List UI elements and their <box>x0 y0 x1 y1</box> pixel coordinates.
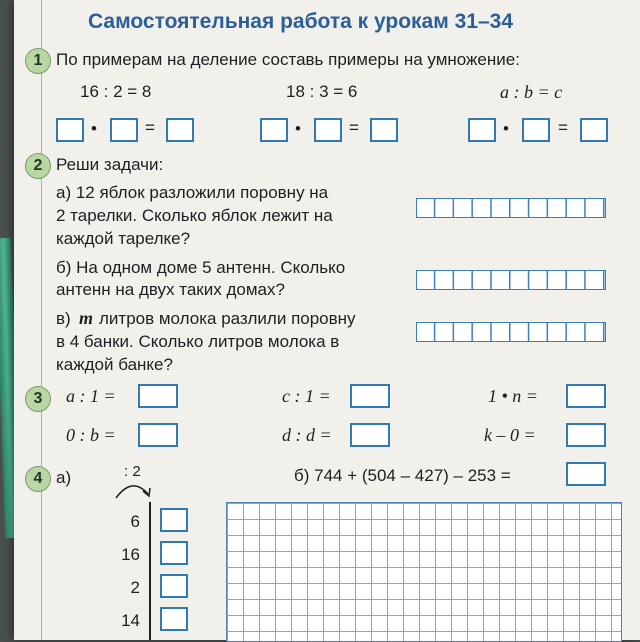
answer-box[interactable] <box>468 118 496 142</box>
task-1-number: 1 <box>25 48 51 74</box>
answer-box[interactable] <box>566 462 606 486</box>
problem-b-line-2: антенн на двух таких домах? <box>56 280 285 299</box>
workbook-page <box>14 0 640 640</box>
answer-box[interactable] <box>350 384 390 408</box>
task-2-prompt: Реши задачи: <box>56 155 164 174</box>
problem-c-line-1: литров молока разлили поровну <box>99 309 356 328</box>
column-value: 6 <box>130 512 140 531</box>
divider-line <box>149 502 151 640</box>
task-2-number: 2 <box>25 153 51 179</box>
answer-box[interactable] <box>160 508 188 532</box>
answer-strip-c[interactable] <box>416 322 606 342</box>
mult-sign: • <box>295 119 301 138</box>
task-4a-label: а) <box>56 468 72 487</box>
task-1-prompt: По примерам на деление составь примеры на умножение: <box>56 50 520 69</box>
mult-sign: • <box>503 119 509 138</box>
expr-0-div-b: 0 : b = <box>66 425 116 445</box>
answer-box[interactable] <box>566 423 606 447</box>
answer-box[interactable] <box>350 423 390 447</box>
problem-c-line-2: в 4 банки. Сколько литров молока в <box>56 332 340 351</box>
expr-k-minus-0: k – 0 = <box>484 425 536 445</box>
answer-box[interactable] <box>160 607 188 631</box>
problem-a-line-2: 2 тарелки. Сколько яблок лежит на <box>56 206 333 225</box>
problem-a-line-1: а) 12 яблок разложили поровну на <box>56 183 329 202</box>
answer-box[interactable] <box>110 118 138 142</box>
answer-box[interactable] <box>166 118 194 142</box>
answer-box[interactable] <box>370 118 398 142</box>
answer-box[interactable] <box>580 118 608 142</box>
grid-work-area[interactable] <box>226 502 622 642</box>
expr-d-div-d: d : d = <box>282 425 332 445</box>
problem-c-variable: m <box>79 308 94 328</box>
margin-line <box>41 0 42 640</box>
answer-box[interactable] <box>138 384 178 408</box>
answer-strip-a[interactable] <box>416 198 606 218</box>
eq-sign: = <box>145 118 155 137</box>
problem-b-line-1: б) На одном доме 5 антенн. Сколько <box>56 258 346 277</box>
expr-1-mult-n: 1 • n = <box>488 386 538 406</box>
eq-sign: = <box>349 118 359 137</box>
column-value: 14 <box>121 611 140 630</box>
task-4b-expression: б) 744 + (504 – 427) – 253 = <box>294 466 511 485</box>
answer-box[interactable] <box>160 574 188 598</box>
eq-sign: = <box>558 118 568 137</box>
answer-box[interactable] <box>160 541 188 565</box>
answer-box[interactable] <box>314 118 342 142</box>
example-3: a : b = c <box>500 82 563 102</box>
expr-a-div-1: a : 1 = <box>66 386 116 406</box>
example-2: 18 : 3 = 6 <box>286 82 358 101</box>
task-3-number: 3 <box>25 386 51 412</box>
answer-strip-b[interactable] <box>416 270 606 290</box>
problem-a-line-3: каждой тарелке? <box>56 229 191 248</box>
task-4-number: 4 <box>25 466 51 492</box>
problem-c-line-3: каждой банке? <box>56 355 173 374</box>
divisor-label: : 2 <box>124 463 141 480</box>
expr-c-div-1: c : 1 = <box>282 386 331 406</box>
column-value: 16 <box>121 545 140 564</box>
answer-box[interactable] <box>260 118 288 142</box>
arrow-icon <box>110 478 158 502</box>
answer-box[interactable] <box>522 118 550 142</box>
mult-sign: • <box>91 119 97 138</box>
answer-box[interactable] <box>56 118 84 142</box>
column-value: 2 <box>130 578 140 597</box>
page-title: Самостоятельная работа к урокам 31–34 <box>88 10 514 33</box>
example-1: 16 : 2 = 8 <box>80 82 152 101</box>
answer-box[interactable] <box>138 423 178 447</box>
answer-box[interactable] <box>566 384 606 408</box>
problem-c-label: в) <box>56 309 71 328</box>
